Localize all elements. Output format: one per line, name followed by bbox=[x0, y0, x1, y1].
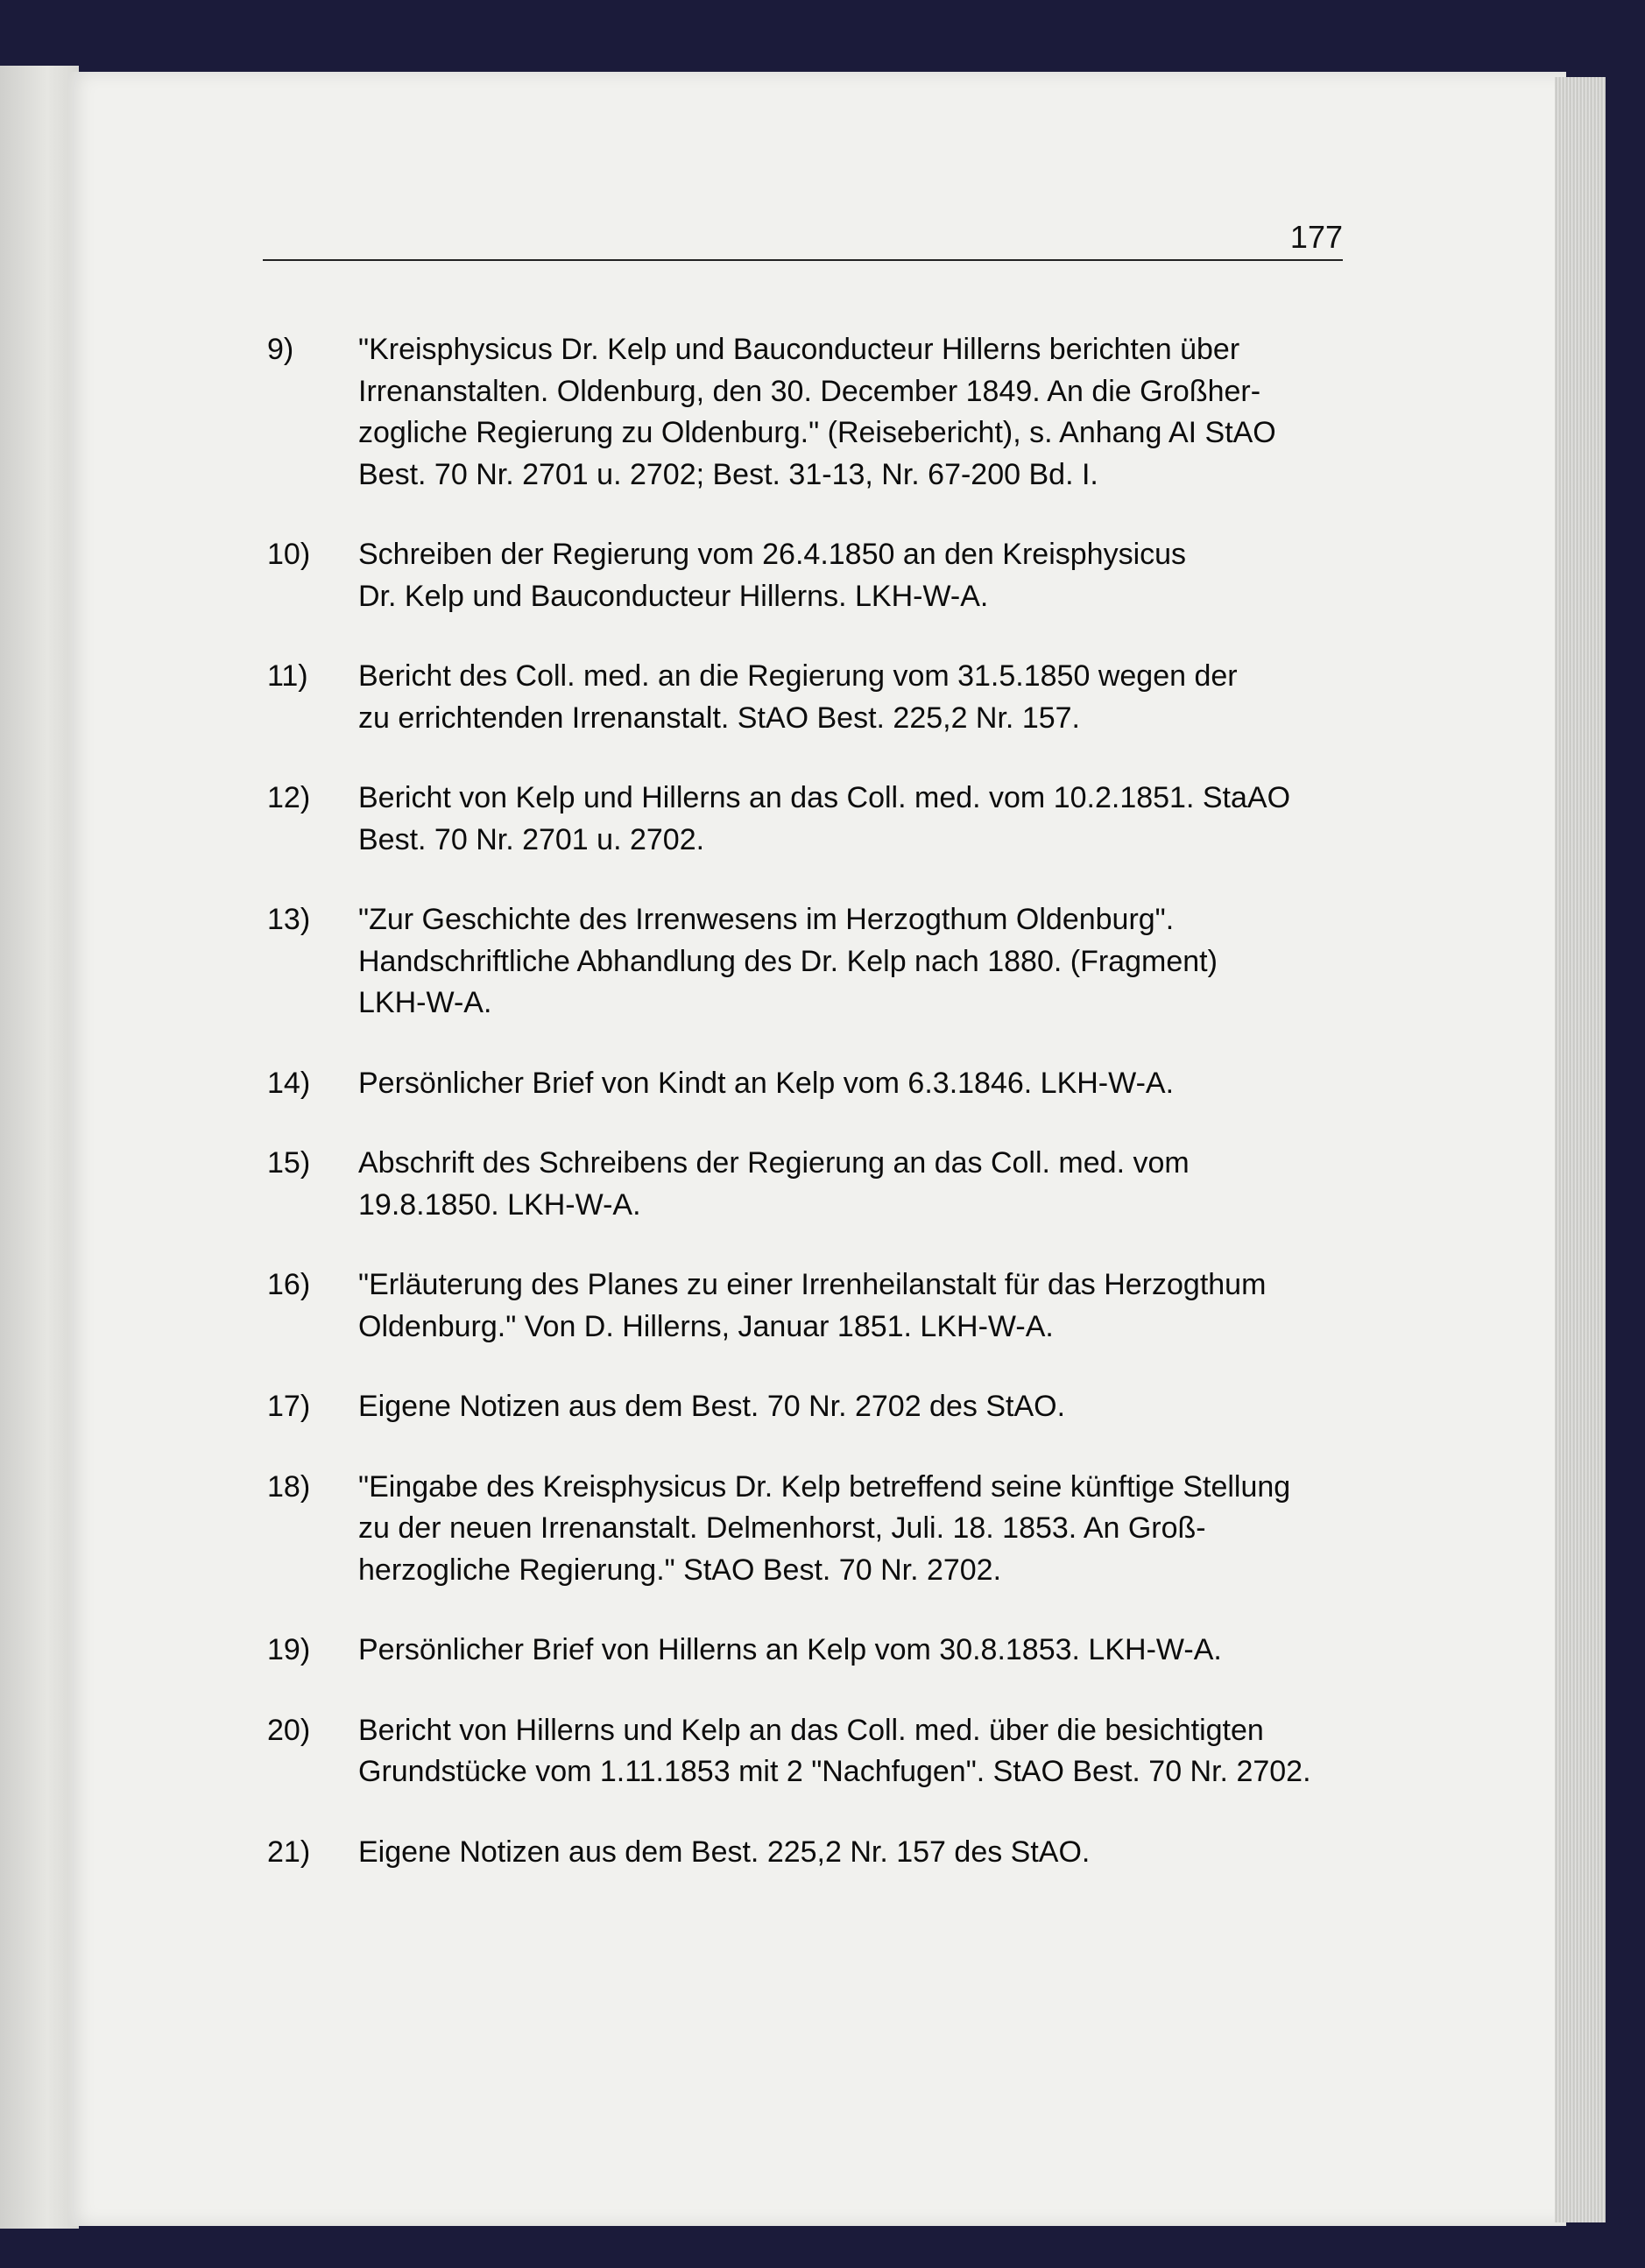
endnote-text bbox=[358, 778, 1371, 861]
endnote bbox=[267, 899, 1371, 1025]
endnote bbox=[267, 534, 1371, 617]
endnote bbox=[267, 778, 1371, 861]
endnote-line: Best. 70 Nr. 2701 u. 2702. bbox=[358, 822, 705, 856]
endnote-line: zu der neuen Irrenanstalt. Delmenhorst, Juli. 18. 1853. An Groß- bbox=[358, 1511, 1206, 1545]
endnote bbox=[267, 1264, 1371, 1348]
endnote-line: "Erläuterung des Planes zu einer Irrenheilanstalt für das Herzogthum bbox=[358, 1268, 1267, 1301]
page-edges bbox=[1555, 77, 1606, 2222]
endnote-line: Irrenanstalten. Oldenburg, den 30. December 1849. An die Großher- bbox=[358, 374, 1261, 408]
endnote-line: Bericht von Hillerns und Kelp an das Coll. med. über die besichtigten bbox=[358, 1713, 1264, 1747]
endnote bbox=[267, 1143, 1371, 1226]
endnote-line: 19.8.1850. LKH-W-A. bbox=[358, 1187, 641, 1222]
endnote-text bbox=[358, 656, 1371, 739]
facing-page bbox=[0, 66, 79, 2229]
endnote-number: 21) bbox=[267, 1835, 311, 1869]
endnote-text bbox=[358, 1386, 1371, 1428]
endnote-text bbox=[358, 1710, 1371, 1793]
endnote-line: Abschrift des Schreibens der Regierung an das Coll. med. vom bbox=[358, 1146, 1190, 1180]
header-rule bbox=[263, 259, 1343, 261]
endnote bbox=[267, 1063, 1371, 1105]
endnote-line: LKH-W-A. bbox=[358, 986, 492, 1019]
endnote-number: 11) bbox=[267, 659, 308, 693]
endnote-line: herzogliche Regierung." StAO Best. 70 Nr. 2702. bbox=[358, 1553, 1002, 1587]
endnote-text bbox=[358, 1832, 1371, 1874]
endnote-line: Best. 70 Nr. 2701 u. 2702; Best. 31-13, Nr. 67-200 Bd. I. bbox=[358, 457, 1098, 491]
endnote bbox=[267, 1710, 1371, 1793]
endnote-number: 16) bbox=[267, 1268, 311, 1301]
endnote-number: 15) bbox=[267, 1146, 311, 1180]
endnote-number: 10) bbox=[267, 538, 311, 571]
endnote-line: "Eingabe des Kreisphysicus Dr. Kelp betreffend seine künftige Stellung bbox=[358, 1469, 1291, 1504]
endnote-text bbox=[358, 1630, 1371, 1672]
endnote-line: Eigene Notizen aus dem Best. 225,2 Nr. 157 des StAO. bbox=[358, 1835, 1091, 1869]
endnote-number: 13) bbox=[267, 903, 311, 936]
endnote bbox=[267, 329, 1371, 496]
endnote bbox=[267, 1386, 1371, 1428]
endnote-line: Oldenburg." Von D. Hillerns, Januar 1851. LKH-W-A. bbox=[358, 1309, 1054, 1343]
endnote-number: 9) bbox=[267, 333, 294, 366]
endnote-line: Persönlicher Brief von Hillerns an Kelp vom 30.8.1853. LKH-W-A. bbox=[358, 1633, 1222, 1666]
endnote-number: 17) bbox=[267, 1390, 311, 1423]
endnote-line: Schreiben der Regierung vom 26.4.1850 an den Kreisphysicus bbox=[358, 538, 1187, 571]
endnote-text bbox=[358, 1143, 1371, 1226]
endnote-line: Handschriftliche Abhandlung des Dr. Kelp nach 1880. (Fragment) bbox=[358, 944, 1218, 978]
endnote-line: "Zur Geschichte des Irrenwesens im Herzogthum Oldenburg". bbox=[358, 903, 1175, 936]
page-number: 177 bbox=[1289, 219, 1343, 255]
endnote-text bbox=[358, 1063, 1371, 1105]
endnote-line: Persönlicher Brief von Kindt an Kelp vom 6.3.1846. LKH-W-A. bbox=[358, 1066, 1175, 1100]
endnote-line: Bericht des Coll. med. an die Regierung vom 31.5.1850 wegen der bbox=[358, 659, 1238, 693]
endnote bbox=[267, 1832, 1371, 1874]
endnote-line: Dr. Kelp und Bauconducteur Hillerns. LKH-W-A. bbox=[358, 579, 989, 613]
endnote-line: zu errichtenden Irrenanstalt. StAO Best. 225,2 Nr. 157. bbox=[358, 701, 1081, 735]
endnote-number: 14) bbox=[267, 1066, 311, 1100]
endnote-line: Grundstücke vom 1.11.1853 mit 2 "Nachfugen". StAO Best. 70 Nr. 2702. bbox=[358, 1755, 1311, 1788]
endnote-line: "Kreisphysicus Dr. Kelp und Bauconducteur Hillerns berichten über bbox=[358, 333, 1240, 366]
endnotes-list bbox=[267, 329, 1371, 1912]
endnote-text bbox=[358, 899, 1371, 1025]
endnote-number: 20) bbox=[267, 1713, 311, 1747]
endnote bbox=[267, 1467, 1371, 1592]
endnote-number: 19) bbox=[267, 1633, 311, 1666]
endnote-line: Bericht von Kelp und Hillerns an das Coll. med. vom 10.2.1851. StaAO bbox=[358, 781, 1291, 814]
endnote-number: 18) bbox=[267, 1469, 311, 1504]
endnote-line: Eigene Notizen aus dem Best. 70 Nr. 2702 des StAO. bbox=[358, 1390, 1066, 1423]
endnote-text bbox=[358, 534, 1371, 617]
endnote bbox=[267, 1630, 1371, 1672]
endnote-line: zogliche Regierung zu Oldenburg." (Reisebericht), s. Anhang AI StAO bbox=[358, 416, 1276, 449]
endnote-text bbox=[358, 1264, 1371, 1348]
endnote-text bbox=[358, 329, 1371, 496]
endnote bbox=[267, 656, 1371, 739]
endnote-text bbox=[358, 1467, 1371, 1592]
endnote-number: 12) bbox=[267, 781, 311, 814]
